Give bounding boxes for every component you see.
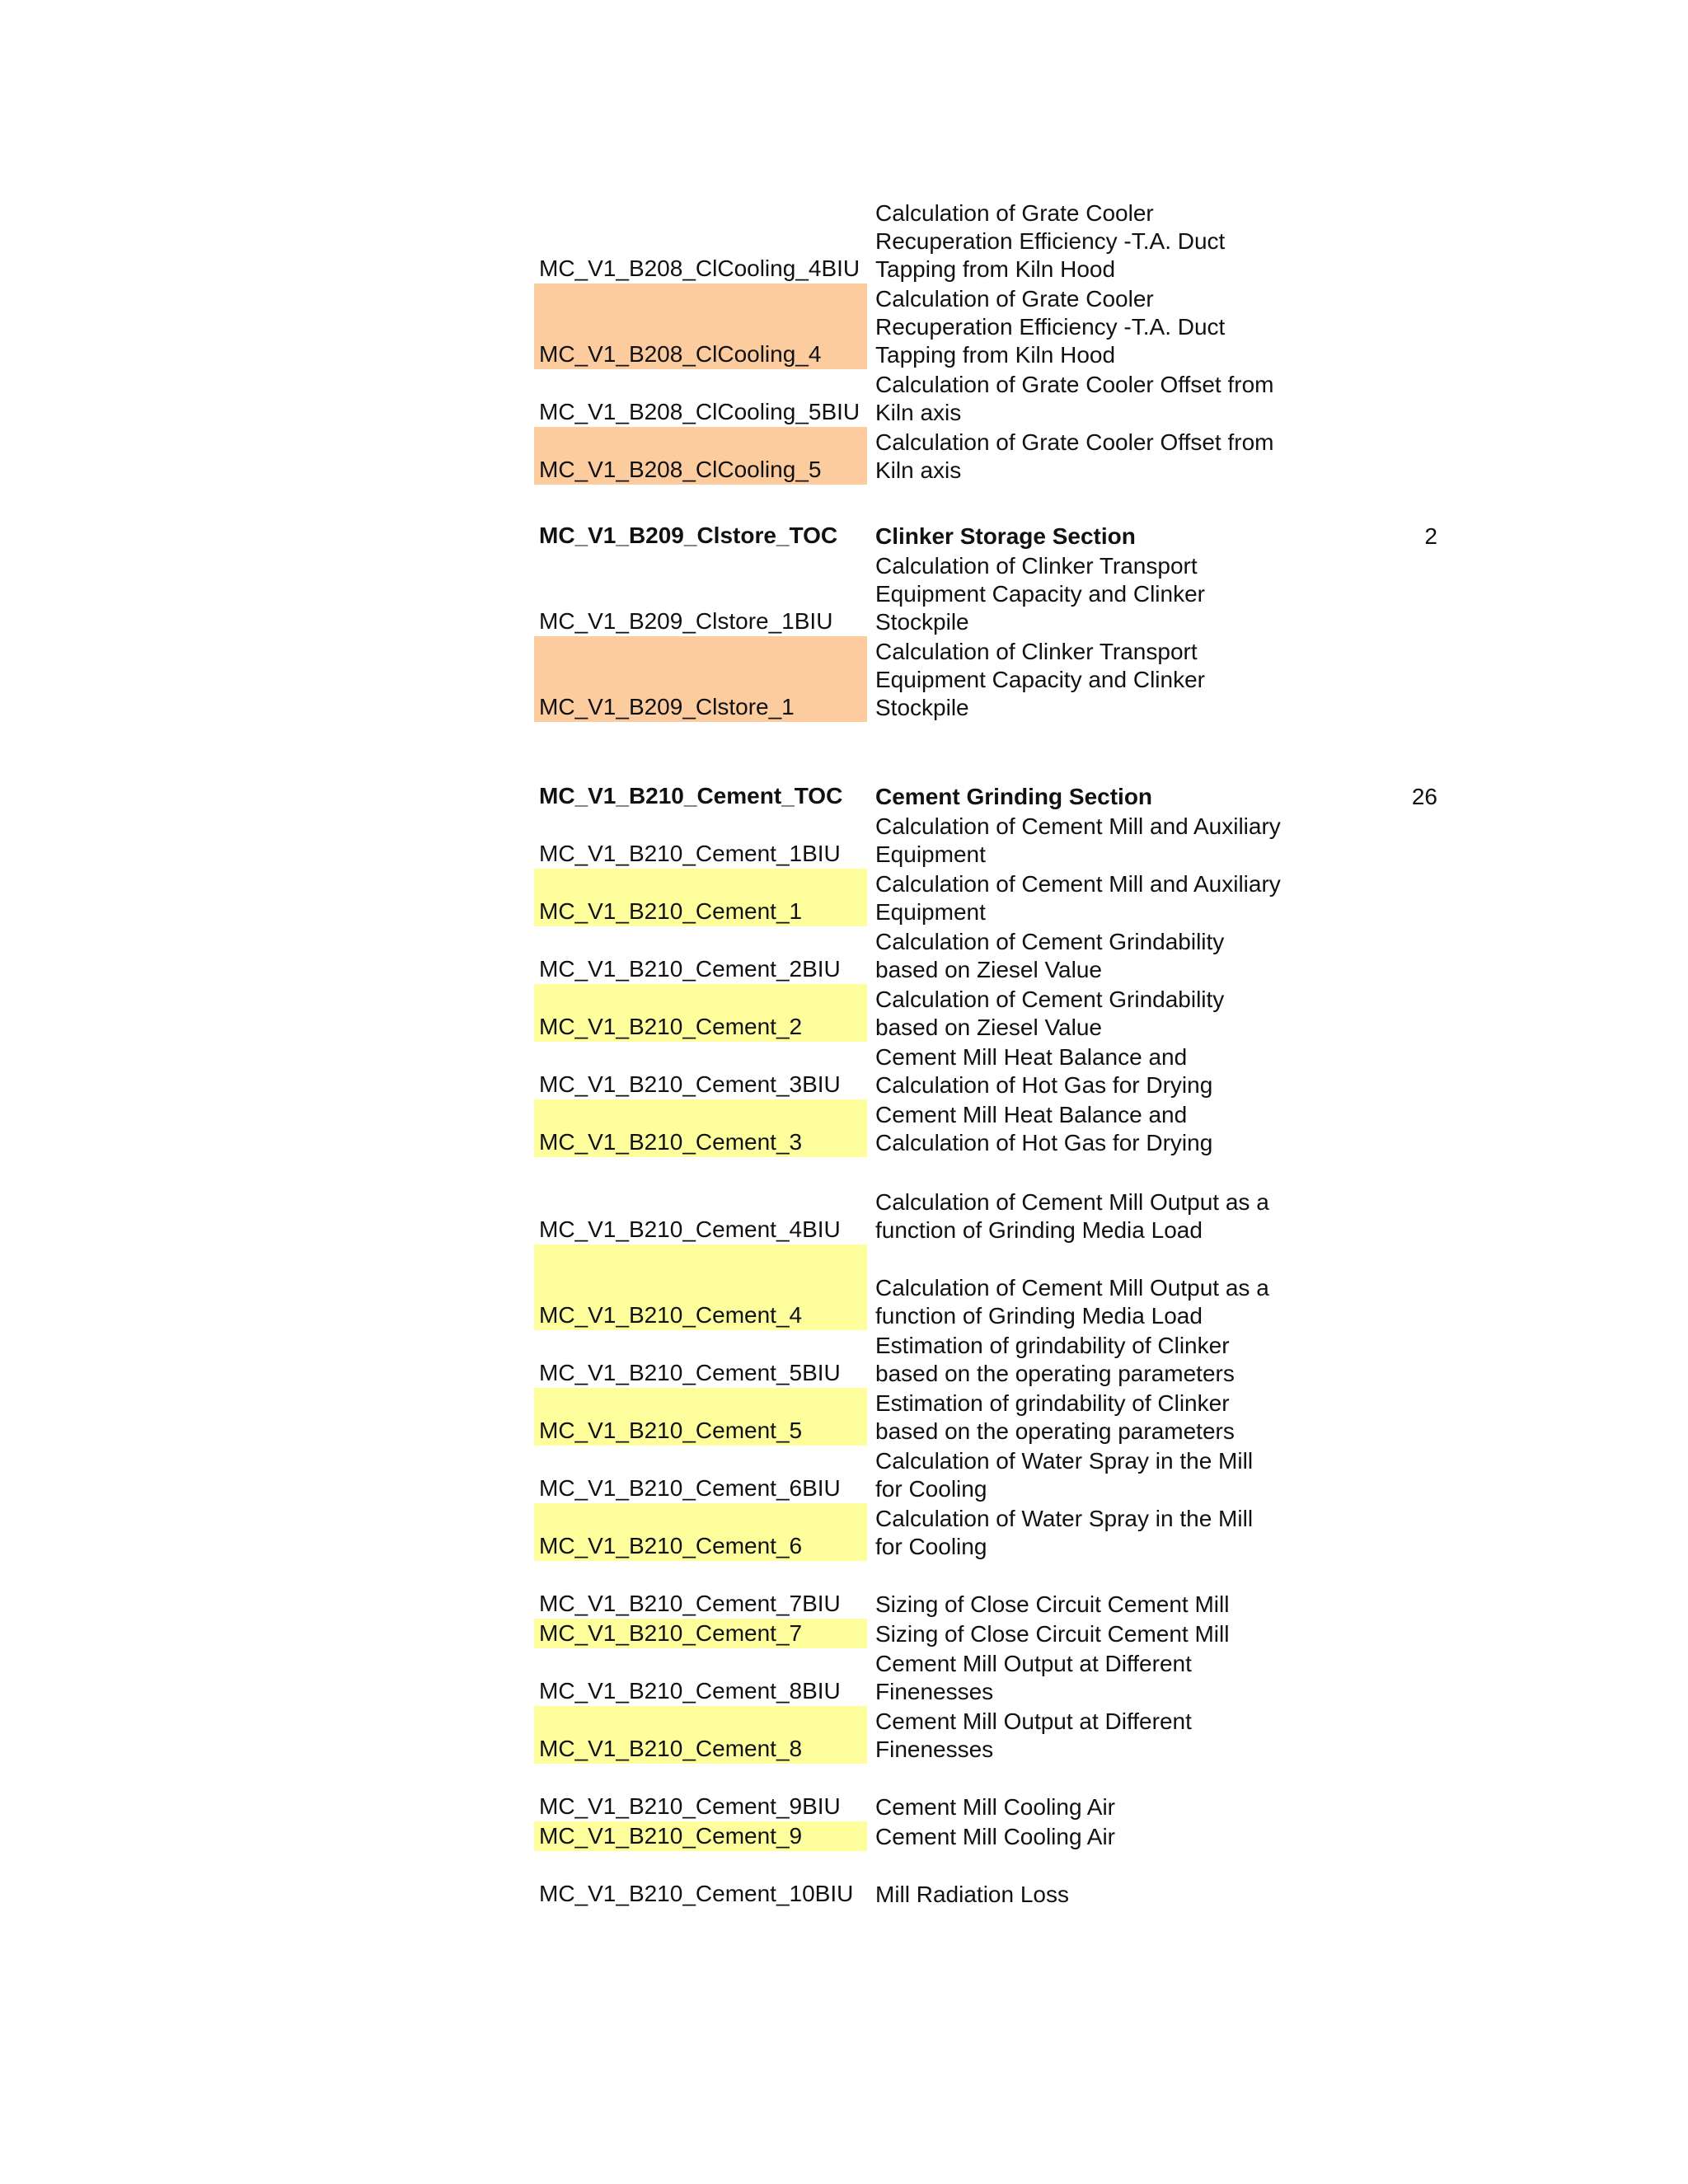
sheet-description: Cement Mill Heat Balance and Calculation of Hot Gas for Drying <box>875 1102 1213 1155</box>
sheet-code: MC_V1_B210_Cement_1 <box>534 869 867 926</box>
sheet-description: Cement Mill Cooling Air <box>875 1794 1115 1820</box>
table-row <box>534 811 1441 869</box>
table-row <box>534 1706 1441 1764</box>
section-header-row <box>534 722 1441 811</box>
sheet-description: Calculation of Cement Mill and Auxiliary Equipment <box>875 871 1281 925</box>
sheet-description: Cement Mill Output at Different Finenesses <box>875 1651 1192 1704</box>
sheet-code: MC_V1_B208_ClCooling_4 <box>534 284 867 369</box>
table-row <box>534 369 1441 427</box>
sheet-code: MC_V1_B210_Cement_4 <box>534 1244 867 1330</box>
sheet-description: Calculation of Grate Cooler Recuperation Efficiency -T.A. Duct Tapping from Kiln Hood <box>875 200 1226 282</box>
sheet-description: Cement Mill Heat Balance and Calculation of Hot Gas for Drying <box>875 1044 1213 1098</box>
sheet-code: MC_V1_B210_Cement_9BIU <box>539 1793 841 1819</box>
table-row <box>534 1764 1441 1821</box>
section-title: Cement Grinding Section <box>875 784 1153 809</box>
table-row <box>534 984 1441 1042</box>
section-code: MC_V1_B209_Clstore_TOC <box>539 523 838 548</box>
sheet-description: Calculation of Water Spray in the Mill for Cooling <box>875 1506 1254 1559</box>
sheet-code: MC_V1_B210_Cement_6BIU <box>539 1475 841 1501</box>
sheet-code: MC_V1_B210_Cement_7 <box>534 1619 867 1648</box>
table-row <box>534 1446 1441 1503</box>
section-title: Clinker Storage Section <box>875 523 1136 549</box>
table-row <box>534 196 1441 284</box>
sheet-code: MC_V1_B210_Cement_9 <box>534 1821 867 1851</box>
sheet-description: Sizing of Close Circuit Cement Mill <box>875 1591 1230 1617</box>
sheet-code: MC_V1_B209_Clstore_1 <box>534 636 867 722</box>
sheet-description: Estimation of grindability of Clinker based on the operating parameters <box>875 1333 1235 1386</box>
sheet-code: MC_V1_B208_ClCooling_4BIU <box>539 255 860 281</box>
sheet-description: Calculation of Grate Cooler Recuperation Efficiency -T.A. Duct Tapping from Kiln Hood <box>875 286 1226 368</box>
sheet-code: MC_V1_B210_Cement_8 <box>534 1706 867 1764</box>
sheet-code: MC_V1_B210_Cement_1BIU <box>539 841 841 866</box>
sheet-code: MC_V1_B209_Clstore_1BIU <box>539 608 833 634</box>
sheet-code: MC_V1_B210_Cement_5BIU <box>539 1360 841 1385</box>
table-row <box>534 1648 1441 1706</box>
table-row <box>534 869 1441 926</box>
table-row <box>534 1561 1441 1619</box>
sheet-description: Calculation of Cement Mill Output as a function of Grinding Media Load <box>875 1189 1269 1243</box>
sheet-description: Calculation of Clinker Transport Equipment Capacity and Clinker Stockpile <box>875 553 1205 635</box>
sheet-description: Calculation of Cement Mill and Auxiliary Equipment <box>875 813 1281 867</box>
index-table <box>534 196 1441 1909</box>
sheet-code: MC_V1_B210_Cement_4BIU <box>539 1216 841 1242</box>
sheet-code: MC_V1_B210_Cement_3BIU <box>539 1071 841 1097</box>
section-code: MC_V1_B210_Cement_TOC <box>539 783 843 808</box>
table-row <box>534 1503 1441 1561</box>
sheet-code: MC_V1_B210_Cement_10BIU <box>539 1881 854 1906</box>
sheet-description: Cement Mill Cooling Air <box>875 1824 1115 1849</box>
sheet-code: MC_V1_B208_ClCooling_5 <box>534 427 867 485</box>
table-row <box>534 1244 1441 1330</box>
sheet-code: MC_V1_B210_Cement_3 <box>534 1099 867 1157</box>
table-row <box>534 1099 1441 1157</box>
table-row <box>534 636 1441 722</box>
sheet-description: Calculation of Cement Grindability based on Ziesel Value <box>875 987 1225 1040</box>
sheet-description: Sizing of Close Circuit Cement Mill <box>875 1621 1230 1647</box>
table-row <box>534 1821 1441 1851</box>
sheet-description: Calculation of Grate Cooler Offset from Kiln axis <box>875 372 1274 425</box>
sheet-description: Calculation of Cement Mill Output as a function of Grinding Media Load <box>875 1275 1269 1329</box>
sheet-description: Calculation of Grate Cooler Offset from Kiln axis <box>875 429 1274 483</box>
sheet-code: MC_V1_B210_Cement_5 <box>534 1388 867 1446</box>
sheet-code: MC_V1_B210_Cement_2 <box>534 984 867 1042</box>
sheet-code: MC_V1_B210_Cement_8BIU <box>539 1678 841 1704</box>
table-row <box>534 284 1441 369</box>
sheet-code: MC_V1_B208_ClCooling_5BIU <box>539 399 860 424</box>
table-row <box>534 1330 1441 1388</box>
sheet-code: MC_V1_B210_Cement_2BIU <box>539 956 841 982</box>
sheet-code: MC_V1_B210_Cement_7BIU <box>539 1591 841 1616</box>
sheet-description: Calculation of Water Spray in the Mill for Cooling <box>875 1448 1254 1502</box>
section-header-row <box>534 485 1441 551</box>
sheet-description: Calculation of Cement Grindability based on Ziesel Value <box>875 929 1225 982</box>
table-row <box>534 1619 1441 1648</box>
sheet-count: 2 <box>1424 523 1437 549</box>
table-row <box>534 926 1441 984</box>
sheet-description: Cement Mill Output at Different Finenesses <box>875 1708 1192 1762</box>
table-row <box>534 551 1441 636</box>
sheet-count: 26 <box>1411 784 1437 809</box>
table-row <box>534 1157 1441 1244</box>
sheet-description: Estimation of grindability of Clinker based on the operating parameters <box>875 1390 1235 1444</box>
table-row <box>534 427 1441 485</box>
sheet-description: Mill Radiation Loss <box>875 1882 1069 1907</box>
sheet-description: Calculation of Clinker Transport Equipment Capacity and Clinker Stockpile <box>875 639 1205 720</box>
table-row <box>534 1042 1441 1099</box>
table-row <box>534 1851 1441 1909</box>
sheet-code: MC_V1_B210_Cement_6 <box>534 1503 867 1561</box>
table-row <box>534 1388 1441 1446</box>
